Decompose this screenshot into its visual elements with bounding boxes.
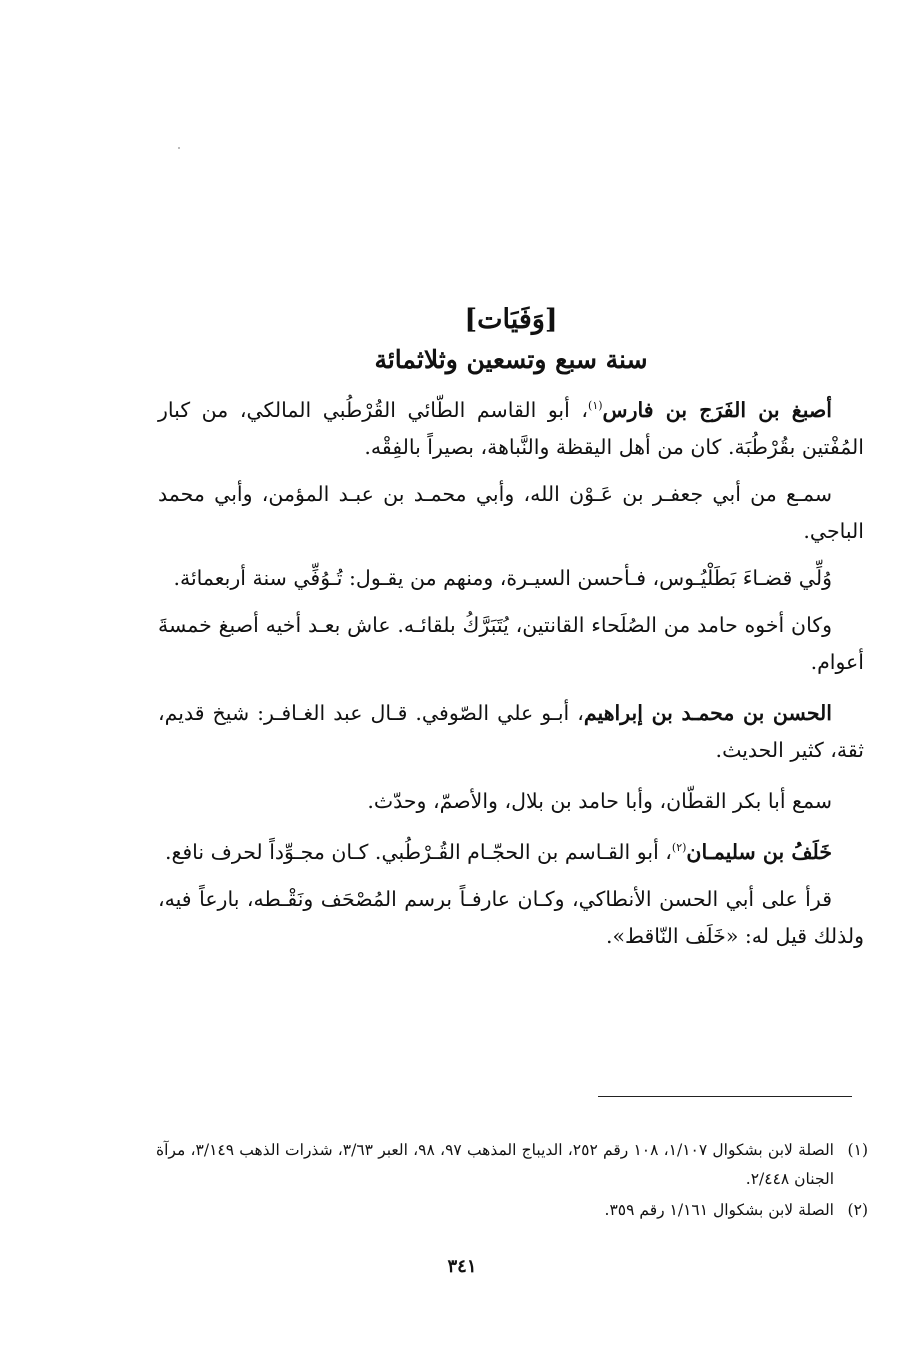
footnote-ref: (١): [588, 399, 603, 413]
section-heading: [وَفَيَات]: [464, 304, 558, 335]
entry-text: ، أبو القـاسم بن الحجّـام القُـرْطُبي. كـان مجـوِّداً لحرف نافع.: [164, 840, 672, 864]
person-name: الحسن بن محمـد بن إبراهيم: [583, 701, 832, 725]
footnotes: [156, 1136, 868, 1227]
footnote-ref: (٢): [671, 841, 687, 855]
paragraph: قرأ على أبي الحسن الأنطاكي، وكـان عارفـاً برسم المُصْحَف ونَقْـطه، بارعاً فيه، ولذلك قيل له: «خَلَف النّاقط».: [158, 887, 864, 948]
paragraph: سمع أبا بكر القطّان، وأبا حامد بن بلال، والأصمّ، وحدّث.: [367, 789, 832, 813]
paragraph: وُلِّي قضـاءَ بَطَلْيُـوس، فـأحسن السيـرة، ومنهم من يقـول: تُـوُفِّي سنة أربعمائة.: [173, 566, 832, 590]
footnote-number: (٢): [847, 1201, 868, 1219]
footnote-divider: [598, 1096, 852, 1097]
footnote-text: الصلة لابن بشكوال ١/١٦١ رقم ٣٥٩.: [604, 1201, 834, 1219]
paragraph: سمـع من أبي جعفـر بن عَـوْن الله، وأبي محمـد بن عبـد المؤمن، وأبي محمد الباجي.: [158, 482, 864, 543]
scan-speck: [178, 147, 180, 149]
footnote-text: الصلة لابن بشكوال ١/١٠٧، ١٠٨ رقم ٢٥٢، الديباج المذهب ٩٧، ٩٨، العبر ٣/٦٣، شذرات الذهب ٣/١٤٩، مرآة الجنان ٢/٤٤٨.: [156, 1141, 834, 1188]
entry-khalaf: [158, 834, 864, 871]
person-name: خَلَفُ بن سليمـان: [686, 840, 832, 864]
entry-hasan: [158, 695, 864, 769]
year-heading: سنة سبع وتسعين وثلاثمائة: [374, 345, 648, 374]
footnote: [156, 1196, 868, 1225]
person-name: أصبغ بن الفَرَج بن فارس: [602, 398, 832, 422]
paragraph: وكان أخوه حامد من الصُلَحاء القانتين، يُتَبَرَّكُ بلقائـه. عاش بعـد أخيه أصبغ خمسةَ أعوام.: [158, 613, 864, 674]
entry-text: ، أبـو علي الصّوفي. قـال عبد الغـافـر: شيخ قديم، ثقة، كثير الحديث.: [158, 701, 864, 762]
footnote: [156, 1136, 868, 1194]
page-number: ٣٤١: [447, 1256, 477, 1277]
footnote-number: (١): [847, 1141, 868, 1159]
page-body: [158, 300, 864, 965]
entry-text: ، أبو القاسم الطّائي القُرْطُبي المالكي، من كبار المُفْتين بقُرْطُبَة. كان من أهل اليقظة والنَّباهة، بصيراً بالفِقْه.: [158, 398, 864, 459]
entry-asbagh: [158, 392, 864, 466]
